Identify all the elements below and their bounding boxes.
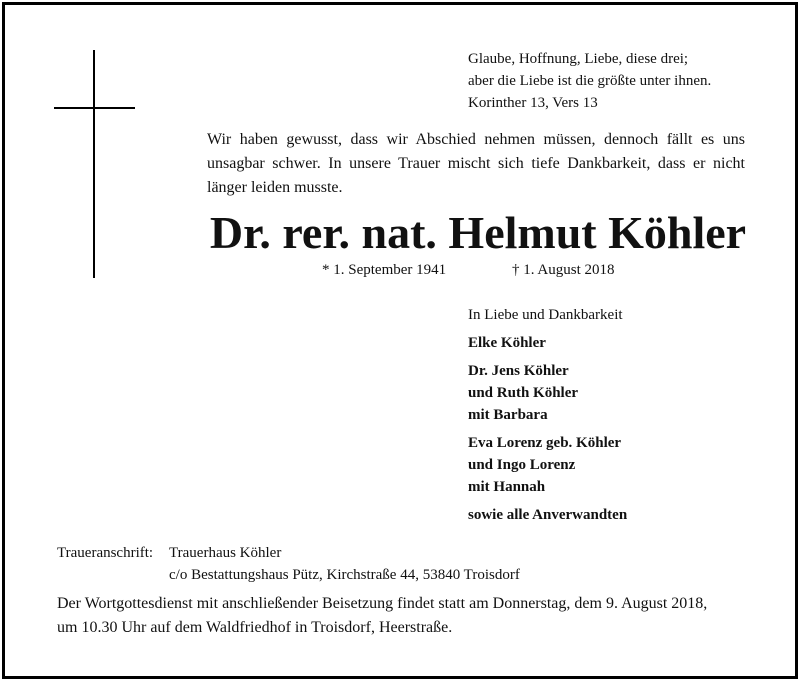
cross-horizontal-bar [54, 107, 135, 109]
intro-line: länger leiden musste. [207, 179, 343, 196]
mourner-name: mit Barbara [468, 407, 548, 423]
mourners-list [468, 304, 627, 526]
address-line-1: Trauerhaus Köhler [169, 545, 282, 561]
intro-line: unsagbar schwer. In unsere Trauer mischt sich tiefe Dankbarkeit, dass er nicht [207, 155, 745, 172]
mourner-name: sowie alle Anverwandten [468, 507, 628, 523]
mourner-group [468, 432, 627, 498]
mourner-name: und Ruth Köhler [468, 385, 579, 401]
deceased-name: Dr. rer. nat. Helmut Köhler [209, 207, 747, 258]
mourner-name: Dr. Jens Köhler [468, 363, 569, 379]
death-date: † 1. August 2018 [512, 262, 615, 278]
mourner-group [468, 360, 627, 426]
address-label: Traueranschrift: [57, 545, 154, 561]
mourner-name: Elke Köhler [468, 335, 546, 351]
service-line: Der Wortgottesdienst mit anschließender Beisetzung findet statt am Donnerstag, dem 9. August 2018, [57, 595, 708, 612]
quote-line: Glaube, Hoffnung, Liebe, diese drei; [468, 51, 689, 67]
service-line: um 10.30 Uhr auf dem Waldfriedhof in Troisdorf, Heerstraße. [57, 619, 453, 636]
birth-date: * 1. September 1941 [322, 262, 447, 278]
mourner-name: und Ingo Lorenz [468, 457, 576, 473]
quote-line: aber die Liebe ist die größte unter ihnen. [468, 73, 712, 89]
quote-reference: Korinther 13, Vers 13 [468, 95, 598, 111]
mourner-group [468, 332, 627, 354]
service-info [57, 592, 707, 640]
mourners-heading: In Liebe und Dankbarkeit [468, 307, 623, 323]
address-line-2: c/o Bestattungshaus Pütz, Kirchstraße 44, 53840 Troisdorf [169, 567, 520, 583]
intro-line: Wir haben gewusst, dass wir Abschied nehmen müssen, dennoch fällt es uns [207, 131, 745, 148]
intro-text [207, 128, 745, 200]
mourner-name: mit Hannah [468, 479, 546, 495]
mourner-group [468, 504, 627, 526]
bible-quote [468, 48, 711, 114]
mourner-name: Eva Lorenz geb. Köhler [468, 435, 622, 451]
